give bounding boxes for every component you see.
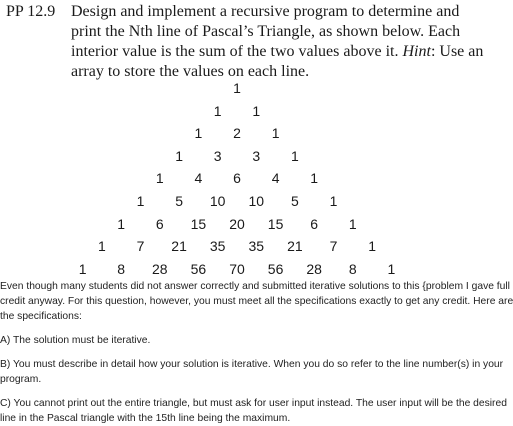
triangle-value: 1: [271, 125, 280, 142]
spec-a: A) The solution must be iterative.: [0, 335, 151, 346]
triangle-value: 8: [348, 260, 357, 277]
spec-c-line-2: line in the Pascal triangle with the 15th line being the maximum.: [0, 413, 291, 424]
triangle-value: 28: [152, 260, 168, 277]
spec-b-line-2: program.: [0, 374, 42, 385]
triangle-value: 4: [271, 170, 280, 187]
triangle-value: 56: [267, 260, 284, 277]
triangle-value: 5: [175, 193, 183, 209]
triangle-value: 6: [233, 170, 241, 187]
triangle-value: 1: [117, 215, 126, 232]
triangle-value: 1: [368, 238, 376, 255]
triangle-value: 7: [136, 238, 145, 255]
spec-c-line-1: C) You cannot print out the entire triangle, but must ask for user input instead. The user input will be the desired: [0, 398, 507, 409]
triangle-value: 1: [97, 238, 106, 255]
triangle-value: 28: [306, 260, 322, 277]
triangle-value: 1: [387, 260, 396, 277]
problem-number: PP 12.9: [6, 3, 56, 20]
triangle-value: 2: [233, 125, 241, 142]
triangle-value: 15: [267, 215, 284, 232]
triangle-value: 3: [213, 147, 222, 164]
intro-line-2: credit anyway. For this question, however, you must meet all the specifications exactly to get any credit. Here are: [0, 296, 513, 307]
paragraph-gap: [0, 324, 472, 333]
problem-line-3-end: : Use an: [430, 43, 484, 60]
triangle-value: 15: [190, 215, 207, 232]
hint-label: Hint: [402, 43, 431, 60]
triangle-value: 70: [229, 260, 245, 277]
intro-line-1: Even though many students did not answer correctly and submitted iterative solutions to this {problem I gave full: [0, 281, 510, 292]
triangle-value: 20: [229, 215, 245, 232]
triangle-value: 1: [233, 80, 241, 96]
paragraph-gap: [0, 348, 472, 357]
paragraph-gap: [0, 387, 472, 396]
triangle-value: 1: [155, 170, 164, 187]
triangle-value: 7: [329, 238, 338, 255]
triangle-value: 35: [209, 238, 226, 255]
triangle-value: 21: [171, 238, 187, 255]
problem-line-2: print the Nth line of Pascal’s Triangle, as shown below. Each: [71, 23, 461, 40]
triangle-value: 56: [190, 260, 207, 277]
triangle-value: 1: [290, 147, 299, 164]
spec-b-line-1: B) You must describe in detail how your solution is iterative. When you do so refer to the line number(s) in your: [0, 359, 504, 370]
triangle-value: 10: [209, 193, 226, 209]
problem-line-4: array to store the values on each line.: [71, 63, 310, 80]
triangle-value: 1: [329, 193, 338, 209]
triangle-value: 1: [310, 170, 319, 187]
intro-line-3: the specifications:: [0, 311, 82, 322]
triangle-value: 3: [252, 147, 261, 164]
triangle-value: 6: [310, 215, 319, 232]
triangle-value: 1: [252, 102, 261, 119]
triangle-value: 8: [117, 260, 126, 277]
question-text: [0, 279, 513, 426]
triangle-value: 1: [78, 260, 87, 277]
triangle-value: 1: [348, 215, 357, 232]
triangle-value: 21: [287, 238, 303, 255]
triangle-value: 6: [155, 215, 164, 232]
triangle-value: 1: [175, 147, 183, 164]
triangle-value: 5: [290, 193, 299, 209]
triangle-value: 1: [194, 125, 203, 142]
problem-line-3-start: interior value is the sum of the two values above it.: [71, 43, 399, 60]
triangle-value: 10: [248, 193, 265, 209]
triangle-value: 1: [136, 193, 145, 209]
triangle-value: 4: [194, 170, 203, 187]
problem-line-1: Design and implement a recursive program to determine and: [71, 3, 460, 20]
triangle-value: 35: [248, 238, 265, 255]
triangle-value: 1: [213, 102, 222, 119]
